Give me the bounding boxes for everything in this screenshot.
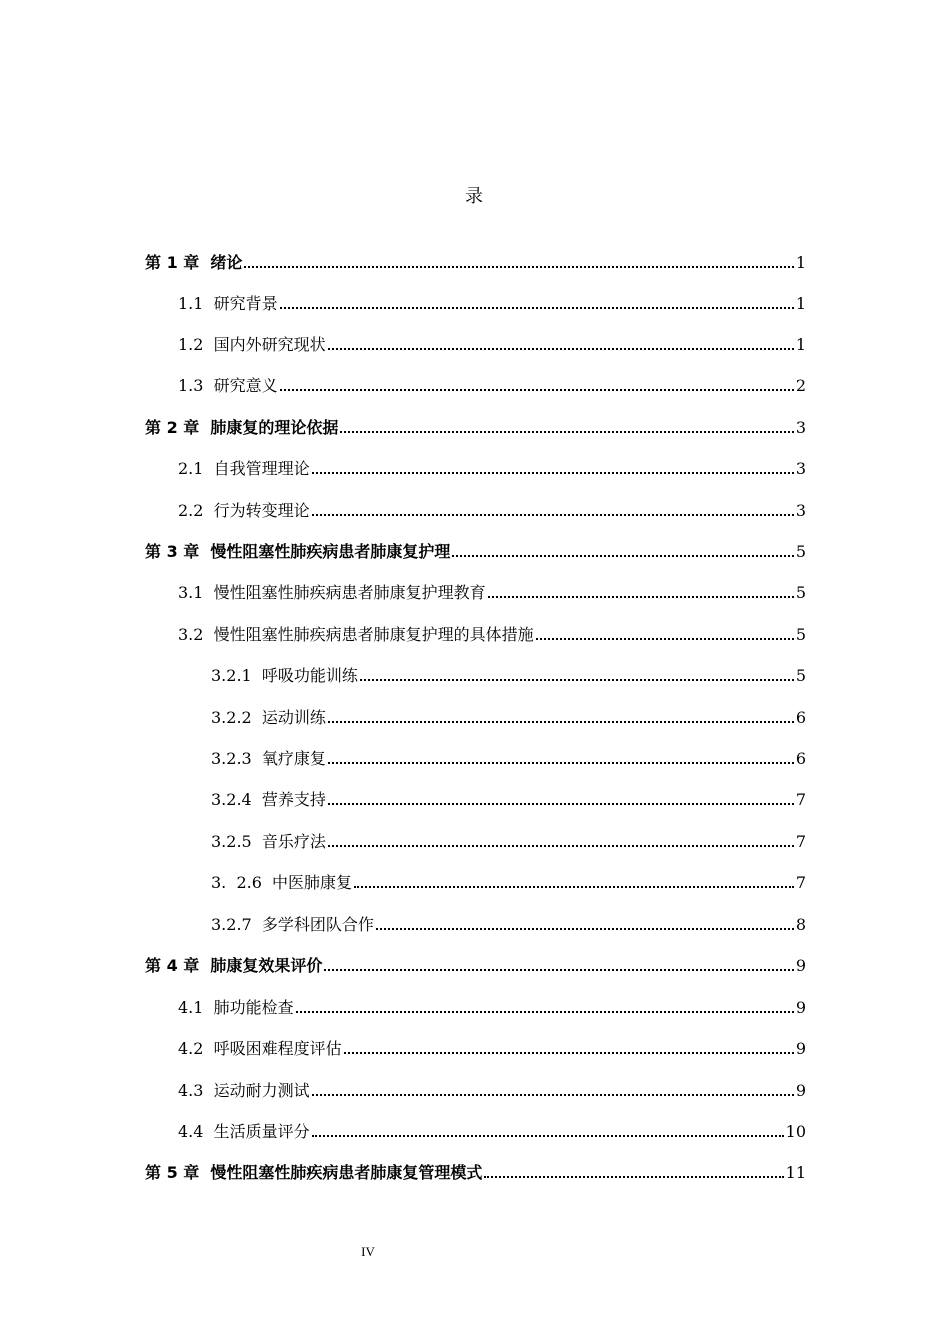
toc-entry-page: 5 [795, 542, 806, 561]
toc-entry-page: 1 [795, 335, 806, 354]
toc-entry-page: 6 [795, 708, 806, 727]
toc-entry-page: 3 [795, 418, 806, 437]
dot-leader [536, 637, 794, 640]
toc-entry[interactable] [178, 281, 806, 322]
toc-entry[interactable] [211, 860, 806, 901]
toc-entry[interactable] [178, 488, 806, 529]
toc-entry-title: 4.4 生活质量评分 [178, 1122, 310, 1141]
toc-entry-title: 4.3 运动耐力测试 [178, 1081, 310, 1100]
toc-entry-title: 3.2.7 多学科团队合作 [211, 915, 374, 934]
toc-entry[interactable] [145, 240, 806, 281]
toc-entry[interactable] [145, 529, 806, 570]
dot-leader [376, 927, 794, 930]
toc-entry[interactable] [211, 819, 806, 860]
toc-entry[interactable] [211, 653, 806, 694]
toc-entry-title: 2.1 自我管理理论 [178, 459, 310, 478]
toc-entry-title: 第 3 章 慢性阻塞性肺疾病患者肺康复护理 [145, 542, 451, 561]
toc-entry-title: 4.1 肺功能检查 [178, 998, 294, 1017]
toc-entry[interactable] [178, 1109, 806, 1150]
toc-entry-page: 6 [795, 749, 806, 768]
dot-leader [328, 844, 794, 847]
toc-entry-page: 3 [795, 459, 806, 478]
toc-entry-page: 8 [795, 915, 806, 934]
dot-leader [312, 1134, 784, 1137]
dot-leader [344, 1051, 794, 1054]
toc-entry[interactable] [178, 322, 806, 363]
toc-entry-page: 7 [795, 832, 806, 851]
toc-entry-title: 3.2.3 氧疗康复 [211, 749, 326, 768]
toc-entry-title: 第 4 章 肺康复效果评价 [145, 956, 323, 975]
toc-entry-page: 5 [795, 625, 806, 644]
dot-leader [452, 554, 793, 557]
toc-entry[interactable] [178, 446, 806, 487]
dot-leader [312, 1093, 794, 1096]
toc-entry-title: 3.2 慢性阻塞性肺疾病患者肺康复护理的具体措施 [178, 625, 534, 644]
dot-leader [354, 885, 794, 888]
toc-entry-page: 2 [795, 376, 806, 395]
toc-entry-title: 1.3 研究意义 [178, 376, 278, 395]
dot-leader [328, 347, 794, 350]
toc-entry-page: 10 [785, 1122, 806, 1141]
toc-entry[interactable] [211, 777, 806, 818]
toc-entry-page: 1 [795, 294, 806, 313]
toc-entry[interactable] [211, 736, 806, 777]
toc-entry-page: 5 [795, 583, 806, 602]
dot-leader [280, 306, 794, 309]
dot-leader [324, 968, 793, 971]
dot-leader [360, 678, 794, 681]
toc-entry-title: 第 1 章 绪论 [145, 253, 243, 272]
toc-entry[interactable] [178, 570, 806, 611]
toc-entry[interactable] [178, 363, 806, 404]
dot-leader [328, 720, 794, 723]
toc-entry-title: 3.2.5 音乐疗法 [211, 832, 326, 851]
toc-entry-page: 5 [795, 666, 806, 685]
toc-entry-title: 4.2 呼吸困难程度评估 [178, 1039, 342, 1058]
toc-entry[interactable] [145, 405, 806, 446]
toc-entry-title: 3.2.4 营养支持 [211, 790, 326, 809]
toc-entry-page: 9 [795, 1039, 806, 1058]
toc-entry-title: 第 5 章 慢性阻塞性肺疾病患者肺康复管理模式 [145, 1163, 483, 1182]
toc-entry-title: 3. 2.6 中医肺康复 [211, 873, 353, 892]
toc-entry-page: 11 [785, 1163, 806, 1182]
toc-entry[interactable] [178, 1026, 806, 1067]
dot-leader [244, 265, 793, 268]
dot-leader [340, 430, 793, 433]
toc-entry-title: 3.2.2 运动训练 [211, 708, 326, 727]
toc-entry-title: 1.2 国内外研究现状 [178, 335, 326, 354]
toc-entry-page: 9 [795, 998, 806, 1017]
dot-leader [280, 388, 794, 391]
toc-entry[interactable] [211, 902, 806, 943]
toc-entry-title: 1.1 研究背景 [178, 294, 278, 313]
toc-entry[interactable] [145, 1150, 806, 1191]
toc-entry[interactable] [178, 612, 806, 653]
page-title: 录 [465, 186, 485, 207]
dot-leader [296, 1010, 794, 1013]
toc-entry-page: 7 [795, 790, 806, 809]
toc-entry-page: 9 [795, 956, 806, 975]
toc-entry-title: 2.2 行为转变理论 [178, 501, 310, 520]
dot-leader [488, 595, 794, 598]
footer-page-number: IV [361, 1244, 375, 1259]
dot-leader [328, 802, 794, 805]
dot-leader [328, 761, 794, 764]
toc-entry-title: 3.1 慢性阻塞性肺疾病患者肺康复护理教育 [178, 583, 486, 602]
toc-entry-page: 9 [795, 1081, 806, 1100]
toc-entry-title: 3.2.1 呼吸功能训练 [211, 666, 358, 685]
toc-entry[interactable] [178, 985, 806, 1026]
toc-entry-page: 1 [795, 253, 806, 272]
dot-leader [312, 471, 794, 474]
toc-entry-title: 第 2 章 肺康复的理论依据 [145, 418, 339, 437]
dot-leader [484, 1175, 783, 1178]
toc-entry[interactable] [211, 695, 806, 736]
toc-entry-page: 3 [795, 501, 806, 520]
toc-entry-page: 7 [795, 873, 806, 892]
toc-entry[interactable] [178, 1068, 806, 1109]
toc-entry[interactable] [145, 943, 806, 984]
dot-leader [312, 513, 794, 516]
